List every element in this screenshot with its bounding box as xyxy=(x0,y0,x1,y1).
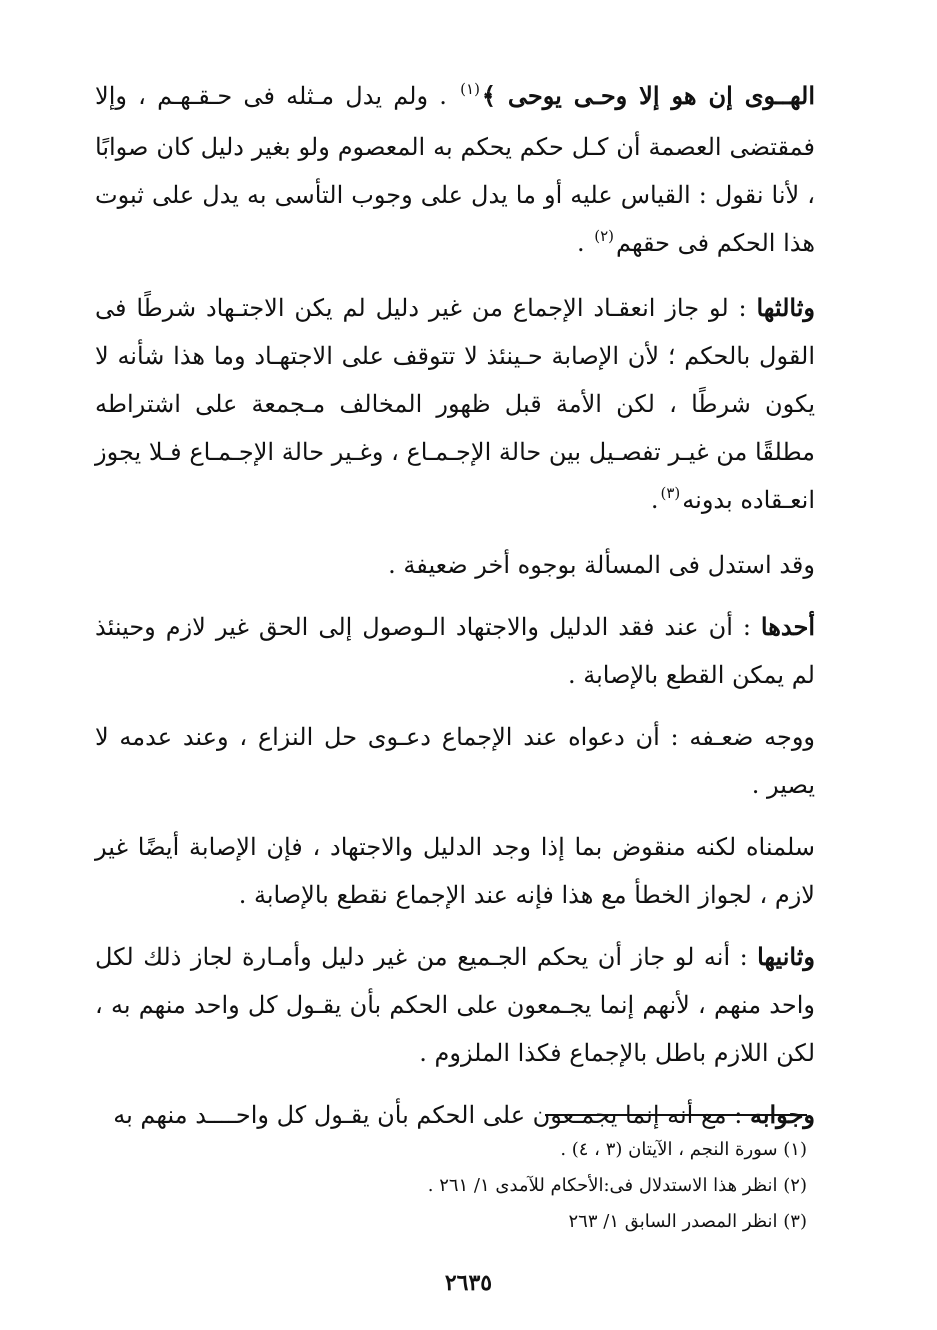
footnote-3: (٣) انظر المصدر السابق ١/ ٢٦٣ xyxy=(568,1211,807,1232)
paragraph-4 xyxy=(95,603,815,699)
paragraph-text: : لو جاز انعقـاد الإجماع من غير دليل لم يكن الاجتـهاد شرطًا فى القول بالحكم ؛ لأن الإصابة حـينئذ لا تتوقف على الاجتهـاد وما هذا شأنه لا يكون شرطًا ، لكن الأمة قبل ظهور المخالف مـجمعة على اشتراطه مطلقًا من غيـر تفصـيل بين حالة الإجـمـاع ، وغـير حالة الإجـمـاع فـلا يجوز انعـقاده بدونه xyxy=(95,294,815,514)
footnote-ref-2[interactable]: (٢) xyxy=(594,227,614,245)
paragraph-1 xyxy=(95,72,815,270)
paragraph-text: وقد استدل فى المسألة بوجوه أخر ضعيفة . xyxy=(388,551,815,579)
footnote-ref-3[interactable]: (٣) xyxy=(660,484,681,502)
footnotes xyxy=(95,1132,807,1240)
paragraph-lead: الهــوى إن هو إلا وحـى يوحى ﴾ xyxy=(481,81,815,110)
paragraph-2 xyxy=(95,284,815,527)
paragraph-text: : أن عند فقد الدليل والاجتهاد الـوصول إلى الحق غير لازم وحينئذ لم يمكن القطع بالإصابة . xyxy=(95,613,815,689)
footnote-ref-1[interactable]: (١) xyxy=(460,80,480,98)
paragraph-text: : مع أنه إنما يجمـعون على الحكم بأن يقـول كل واحــــد منهم به xyxy=(113,1101,750,1129)
paragraph-text: . ولم يدل مـثله فى حـقـهـم ، وإلا فمقتضى العصمة أن كـل حكم يحكم به المعصوم ولو بغير دليل كان صوابًا ، لأنا نقول : القياس عليه أو ما يدل على وجوب التأسى به يدل على ثبوت هذا الحكم فى حقهم xyxy=(95,82,815,257)
paragraph-tail: . xyxy=(576,229,593,257)
paragraph-lead: وجوابه xyxy=(749,1100,815,1129)
paragraph-3 xyxy=(95,541,815,589)
paragraph-text: ووجه ضعـفه : أن دعواه عند الإجماع دعـوى حل النزاع ، وعند عدمه لا يصير . xyxy=(95,723,816,799)
paragraph-lead: أحدها xyxy=(760,612,815,641)
page-body xyxy=(95,72,815,1153)
footnote-divider xyxy=(545,1114,807,1116)
paragraph-7 xyxy=(95,933,815,1077)
page-number: ٢٦٣٥ xyxy=(444,1270,493,1296)
paragraph-tail: . xyxy=(650,486,659,514)
paragraph-lead: وثانيها xyxy=(757,942,815,971)
footnote-1: (١) سورة النجم ، الآيتان (٣ ، ٤) . xyxy=(560,1139,807,1160)
paragraph-text: : أنه لو جاز أن يحكم الجـميع من غير دليل وأمـارة لجاز ذلك لكل واحد منهم ، لأنهم إنما يجـمعون على الحكم بأن يقـول كل واحد منهم به ، لكن اللازم باطل بالإجماع فكذا الملزوم . xyxy=(95,943,815,1067)
paragraph-5 xyxy=(95,713,815,809)
paragraph-lead: وثالثها xyxy=(756,293,815,322)
paragraph-text: سلمناه لكنه منقوض بما إذا وجد الدليل والاجتهاد ، فإن الإصابة أيضًا غير لازم ، لجواز الخطأ مع هذا فإنه عند الإجماع نقطع بالإصابة . xyxy=(95,833,815,909)
footnote-2: (٢) انظر هذا الاستدلال فى:الأحكام للآمدى ١/ ٢٦١ . xyxy=(427,1175,807,1196)
paragraph-6 xyxy=(95,823,815,919)
